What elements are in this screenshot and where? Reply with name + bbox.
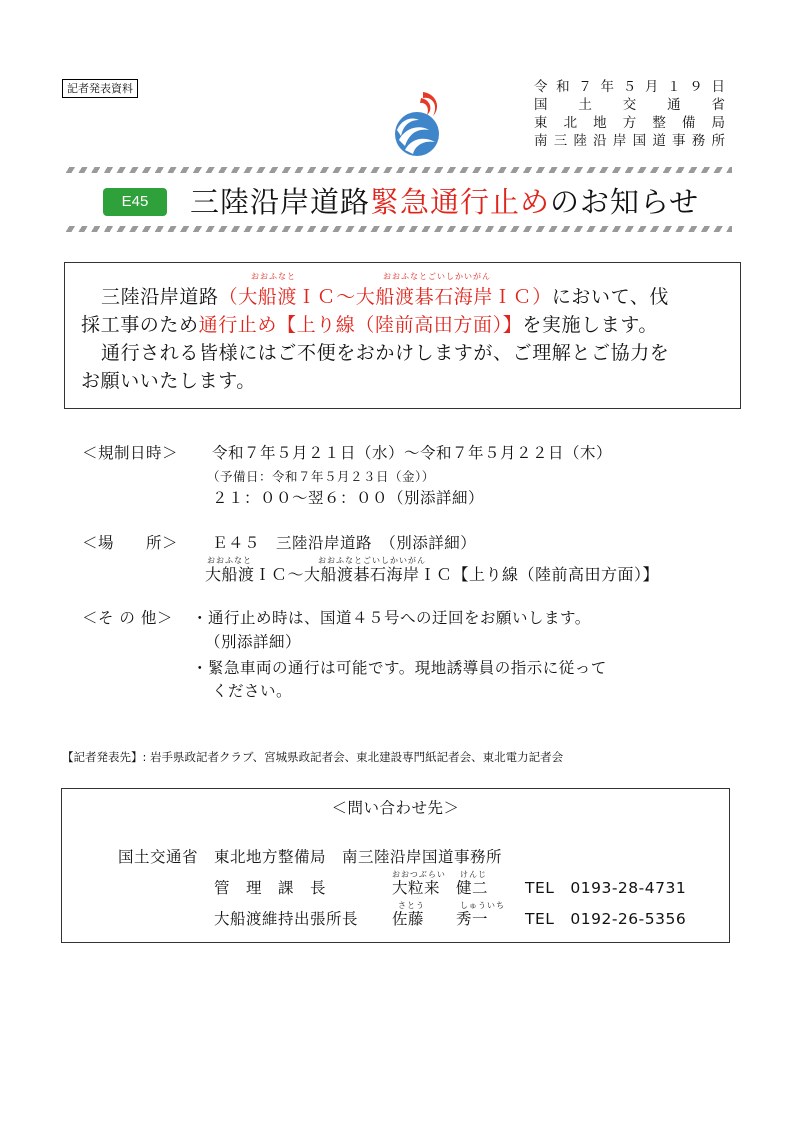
person2-name: 佐藤 秀一 [392, 910, 489, 928]
title-road: 三陸沿岸道路 [190, 185, 371, 219]
place-ruby-ofunato-goishi: おおふなとごいしかいがん [318, 556, 426, 565]
mlit-logo-icon [387, 90, 449, 162]
person1-name: 大粒来 健二 [392, 879, 489, 897]
person2-ruby-given: しゅういち [460, 901, 505, 910]
notice-text-1: において、伐 [551, 286, 670, 308]
person1-tel: TEL 0193-28-4731 [525, 879, 687, 897]
press-release-label: 記者発表資料 [62, 79, 138, 98]
contact-org: 国土交通省 東北地方整備局 南三陸沿岸国道事務所 [118, 848, 503, 866]
place-road: Ｅ４５ 三陸沿岸道路 （別添詳細） [212, 534, 477, 552]
place-section: 大船渡ＩＣ～大船渡碁石海岸ＩＣ【上り線（陸前高田方面）】 [205, 565, 660, 584]
person2-ruby-surname: さとう [398, 901, 425, 910]
title-emergency: 緊急通行止め [370, 185, 551, 219]
other-emergency: ・緊急車両の通行は可能です。現地誘導員の指示に従って [192, 659, 607, 677]
notice-text-3: を実施します。 [522, 314, 658, 336]
place-label: ＜場 所＞ [82, 534, 179, 552]
person1-ruby-surname: おおつぶらい [392, 870, 446, 879]
notice-section: （大船渡ＩＣ～大船渡碁石海岸ＩＣ） [218, 286, 552, 308]
date-label: ＜規制日時＞ [82, 444, 179, 462]
bureau-name: 東北地方整備局 [534, 115, 726, 131]
issuer-block [534, 78, 726, 150]
notice-line-3: 通行される皆様にはご不便をおかけしますが、ご理解とご協力を [101, 342, 670, 364]
notice-line-1 [101, 284, 669, 310]
person2-role: 大船渡維持出張所長 [214, 910, 359, 928]
decorative-divider-bottom [62, 226, 732, 232]
person1-role: 管 理 課 長 [214, 879, 327, 897]
notice-closure: 通行止め【上り線（陸前高田方面）】 [198, 314, 523, 336]
ruby-ofunato-goishi: おおふなとごいしかいがん [383, 272, 491, 281]
press-recipients: 【記者発表先】: 岩手県政記者クラブ、宮城県政記者会、東北建設専門紙記者会、東北電力記者会 [62, 750, 564, 764]
person2-tel: TEL 0192-26-5356 [525, 910, 687, 928]
other-detour: ・通行止め時は、国道４５号への迂回をお願いします。 [192, 609, 591, 627]
other-detour-ref: （別添詳細） [205, 633, 302, 651]
office-name: 南三陸沿岸国道事務所 [534, 133, 726, 149]
notice-line-2 [81, 312, 658, 338]
notice-box [64, 262, 741, 409]
title-notice: のお知らせ [550, 185, 700, 219]
notice-road: 三陸沿岸道路 [101, 286, 219, 308]
notice-text-2: 採工事のため [81, 314, 199, 336]
decorative-divider-top [62, 167, 732, 173]
ministry-name: 国土交通省 [534, 97, 726, 113]
issue-date: 令和７年５月１９日 [534, 79, 726, 95]
route-badge: E45 [103, 188, 167, 216]
page-title [190, 183, 699, 221]
date-value: 令和７年５月２１日（水）～令和７年５月２２日（木） [212, 444, 613, 462]
date-time: ２１：００～翌６：００（別添詳細） [212, 489, 485, 507]
place-ruby-ofunato: おおふなと [207, 556, 252, 565]
contact-box [61, 788, 730, 943]
date-spare: （予備日：令和７年５月２３日（金）） [207, 469, 435, 484]
notice-line-4: お願いいたします。 [81, 370, 256, 392]
other-emergency-cont: ください。 [212, 682, 293, 700]
other-label: ＜そ の 他＞ [82, 609, 173, 627]
person1-ruby-given: けんじ [460, 870, 487, 879]
contact-heading: ＜問い合わせ先＞ [331, 799, 460, 817]
ruby-ofunato: おおふなと [251, 272, 296, 281]
